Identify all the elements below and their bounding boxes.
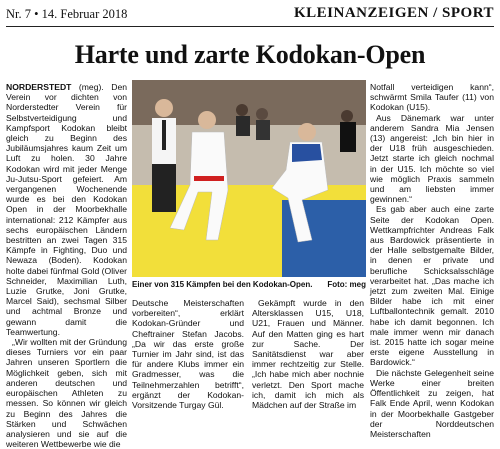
column-4-text-4: Die nächste Gelegenheit seine Werke einer breiten Öffentlichkeit zu zeigen, hat Falk Ende April, wenn Kodokan in der Moorbekhalle Gastgeber der Norddeutschen Meisterschaften [370, 367, 494, 439]
dateline-source: (meg). [71, 82, 104, 92]
column-4-text-2: Aus Dänemark war unter anderem Sandra Mia Jensen (13) angereist: „Ich bin hier in der U18 früh ausgeschieden. Jetzt starte ich gleich nochmal in der U15. Ich möchte so viel wie möglich Praxis sammeln und am liebsten immer gewinnen.“ [370, 112, 494, 205]
photo-caption-row [132, 280, 366, 289]
article-column-1 [6, 82, 128, 449]
page-header [6, 4, 494, 26]
judo-scene-image [132, 80, 366, 277]
article-headline: Harte und zarte Kodokan-Open [74, 40, 426, 69]
column-3-text: Gekämpft wurde in den Altersklassen U15, U18, U21, Frauen und Männer. Auf den Matten ging es hart zur Sache. Der Sanitätsdienst war aber immer rechtzeitig zur Stelle. „Ich habe mich aber nochnie verletzt. Den Sport mache ich, damit ich mich als Mädchen auf der Straße im [252, 298, 364, 411]
photo-caption: Einer von 315 Kämpfen bei den Kodokan-Open. [132, 280, 313, 289]
issue-date: Nr. 7 • 14. Februar 2018 [6, 7, 128, 21]
article-column-3 [252, 298, 364, 411]
section-title: KLEINANZEIGEN / SPORT [293, 5, 494, 21]
column-4-text-1: Notfall verteidigen kann“, schwärmt Smila Taufer (11) von Kodokan (U15). [370, 82, 494, 113]
article-column-2 [132, 298, 244, 411]
column-1-text: Den Verein vor dichten von Norderstedter Verein für Selbstverteidigung und Kampfsport Kodokan bleibt gleich zu Beginn des Jubiläumsjahres kaum Zeit um Luft zu holen. 30 Jahre Kodokan wird mit jeder Menge Ju-Jutsu-Sport gefeiert. Am vergangenen Wochenende wurde es bei den Kodokan Open in der Moorbekhalle international: 212 Kämpfer aus sechs europäischen Ländern bestritten an zwei Tagen 315 Kämpfe in Fighting, Duo und Newaza (Boden). Kodokan holte dabei fünfmal Gold (Oliver Schneider, Maximilian Luth, Luzie Grutke, Joni Grutke, Marcel Said), sechsmal Silber und achtmal Bronze und gewann damit die Teamwertung. [6, 82, 128, 337]
article-column-4 [370, 82, 494, 439]
column-4-text-3: Es gab aber auch eine zarte Seite der Kodokan Open. Wettkampfrichter Andreas Falk aus Bardowick präsentierte in der Halle selbstgemalte Bilder, in denen er private und berufliche Schicksalsschläge verarbeitet hat. „Das mache ich jetzt zum zweiten Mal. Einige Bilder habe ich mit einer Luftballontechnik gemalt. 2010 habe ich damit begonnen. Ich male immer wenn mir danach ist. 2015 hatte ich sogar meine erste eigene Ausstellung in Bardowick.“ [370, 204, 494, 368]
article-photo [132, 80, 366, 277]
dateline: NORDERSTEDT [6, 82, 72, 92]
column-1-text-2: „Wir wollten mit der Gründung dieses Turniers vor ein paar Jahren unseren Sportlern die Möglichkeit geben, sich mit anderen deutschen und europäischen Athleten zu messen. So können wir gleich zu Beginn des Jahres die Stärken und Schwächen analysieren und sie auf die weiteren Wettbewerbe wie die [6, 337, 127, 449]
header-rule [6, 26, 494, 27]
column-2-text: Deutsche Meisterschaften vorbereiten“, erklärt Kodokan-Gründer und Cheftrainer Stefan Jacobs. „Da wir das erste große Turnier im Jahr sind, ist das für andere Klubs immer ein Gradmesser, was die Teilnehmerzahlen betrifft“, ergänzt der Kodokan-Vorsitzende Turgay Gül. [132, 298, 244, 411]
photo-credit: Foto: meg [327, 280, 366, 289]
